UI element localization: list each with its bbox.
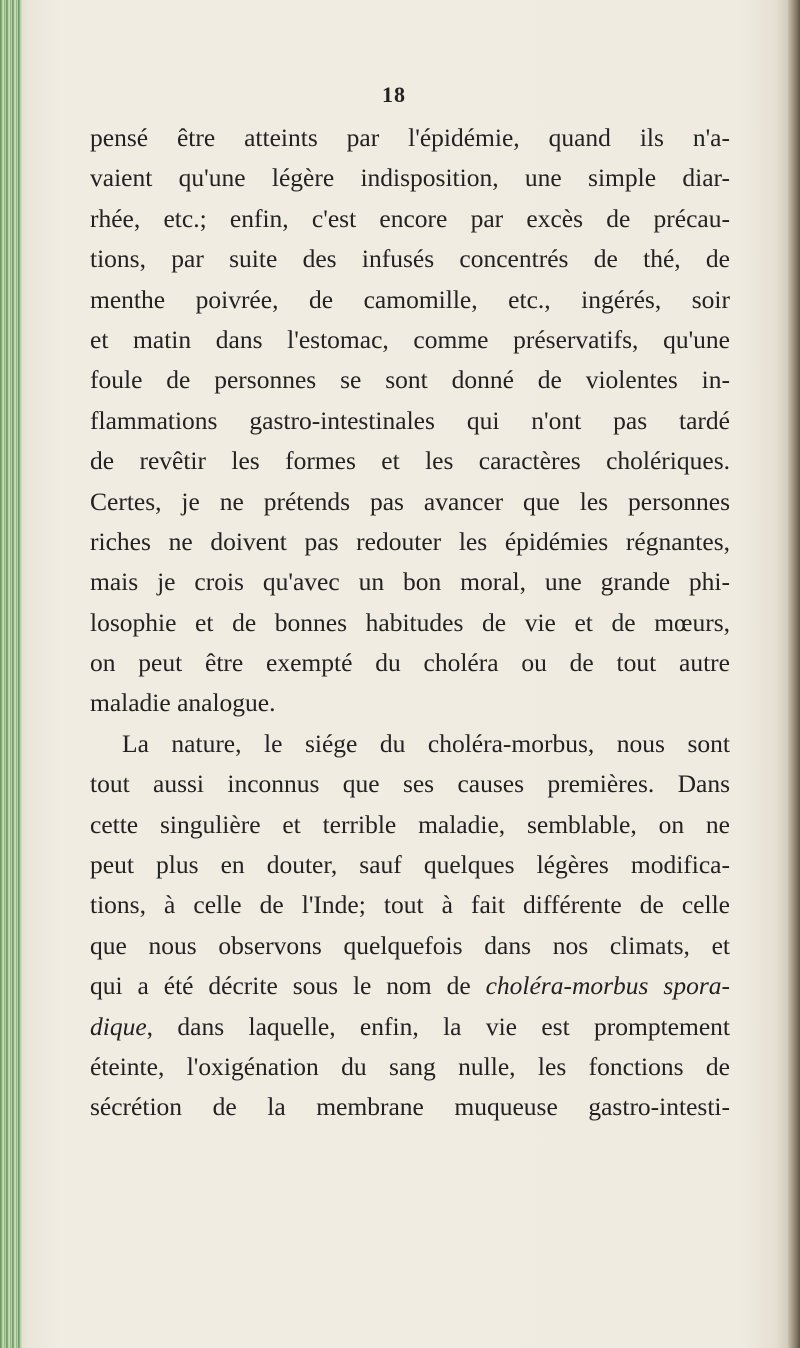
text-line: tions, par suite des infusés concentrés de thé, de <box>90 244 730 274</box>
body-text <box>90 118 730 1128</box>
text-line: foule de personnes se sont donné de violentes in- <box>90 365 730 395</box>
text-line: tions, à celle de l'Inde; tout à fait différente de celle <box>90 890 730 920</box>
page-number: 18 <box>382 82 406 107</box>
text-line: et matin dans l'estomac, comme préservatifs, qu'une <box>90 324 730 354</box>
text-line: on peut être exempté du choléra ou de tout autre <box>90 648 730 678</box>
text-line: menthe poivrée, de camomille, etc., ingérés, soir <box>90 284 730 314</box>
text-line: tout aussi inconnus que ses causes premières. Dans <box>90 769 730 799</box>
page-edge <box>788 0 800 1348</box>
italic-term: dique <box>90 1011 147 1041</box>
text-line: Certes, je ne prétends pas avancer que les personnes <box>90 486 730 516</box>
text-line: que nous observons quelquefois dans nos climats, et <box>90 930 730 960</box>
text-line: cette singulière et terrible maladie, semblable, on ne <box>90 809 730 839</box>
text-line: La nature, le siége du choléra-morbus, nous sont <box>122 728 730 758</box>
text-line: maladie analogue. <box>90 688 276 718</box>
text-line: flammations gastro-intestinales qui n'ont pas tardé <box>90 405 730 435</box>
text-segment: , dans laquelle, enfin, la vie est promptement <box>146 1011 730 1041</box>
text-line: sécrétion de la membrane muqueuse gastro-intesti- <box>90 1092 730 1122</box>
text-line: riches ne doivent pas redouter les épidémies régnantes, <box>90 526 730 556</box>
binding-edge <box>0 0 22 1348</box>
italic-term: choléra-morbus spora- <box>485 971 730 1001</box>
text-segment: qui a été décrite sous le nom de <box>90 971 471 1001</box>
text-line: rhée, etc.; enfin, c'est encore par excès de précau- <box>90 203 730 233</box>
text-line: mais je crois qu'avec un bon moral, une grande phi- <box>90 567 730 597</box>
text-line: de revêtir les formes et les caractères cholériques. <box>90 446 730 476</box>
text-line-mixed <box>90 1007 730 1047</box>
text-line: pensé être atteints par l'épidémie, quand ils n'a- <box>90 123 730 152</box>
text-line-mixed <box>90 966 730 1006</box>
text-line: vaient qu'une légère indisposition, une simple diar- <box>90 163 730 193</box>
text-line: losophie et de bonnes habitudes de vie et de mœurs, <box>90 607 730 637</box>
text-line: peut plus en douter, sauf quelques légères modifica- <box>90 850 730 880</box>
text-line: éteinte, l'oxigénation du sang nulle, les fonctions de <box>90 1051 730 1081</box>
